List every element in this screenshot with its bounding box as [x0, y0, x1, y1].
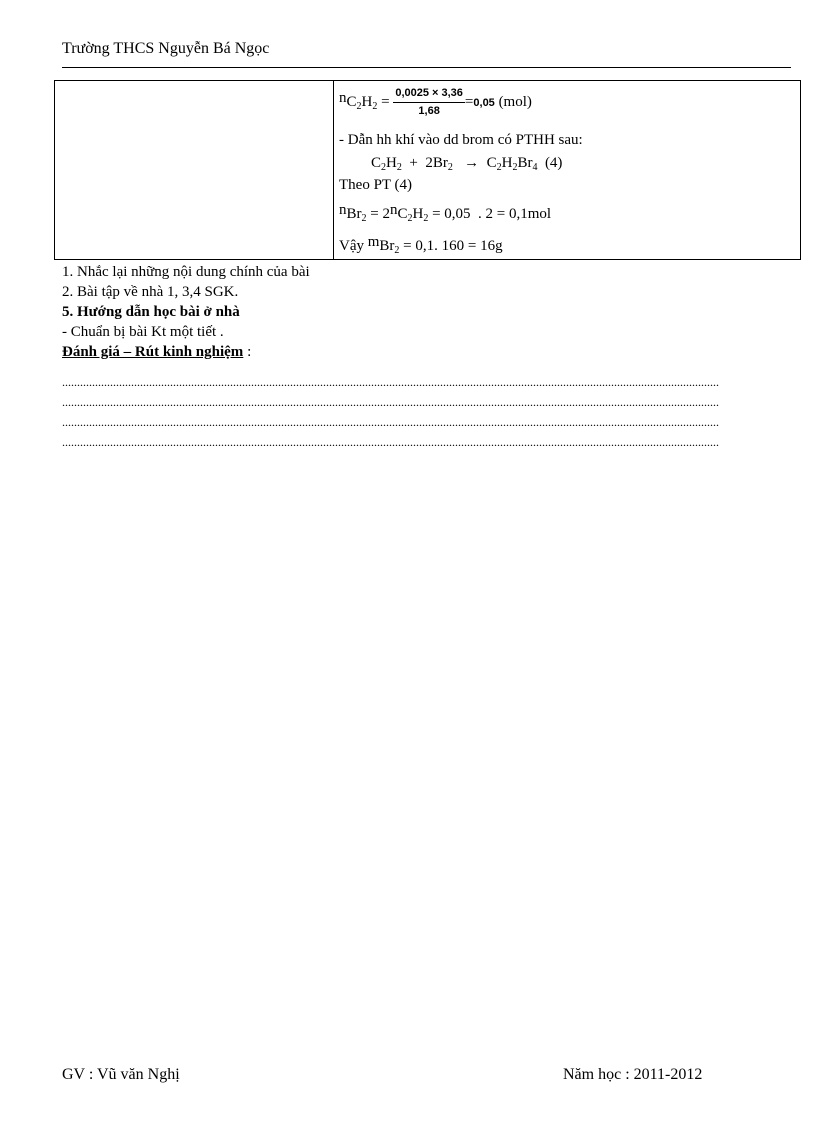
- footer-school-year: Năm học : 2011-2012: [563, 1066, 703, 1083]
- dotted-line: ...........................................................................................................................................................................................................................: [62, 375, 719, 389]
- header-rule: [62, 67, 791, 68]
- evaluation-dotted-lines: [62, 372, 791, 452]
- bromine-intro-line: - Dẫn hh khí vào dd brom có PTHH sau:: [339, 132, 583, 148]
- footer-teacher: GV : Vũ văn Nghị: [62, 1066, 180, 1083]
- school-header: Trường THCS Nguyễn Bá Ngọc: [62, 40, 270, 57]
- theo-pt-line: Theo PT (4): [339, 177, 413, 193]
- mole-c2h2-line: $nC_2H_2$ = $\frac{0,0025 \times 3,36}{1,68}$ =0,05 (mol): [339, 87, 532, 118]
- table-divider: [333, 81, 334, 259]
- prepare-test-item: - Chuẩn bị bài Kt một tiết .: [62, 324, 224, 340]
- dotted-line: ...........................................................................................................................................................................................................................: [62, 435, 719, 449]
- evaluation-heading: Đánh giá – Rút kinh nghiệm :: [62, 344, 252, 360]
- home-study-heading: 5. Hướng dẫn học bài ở nhà: [62, 304, 240, 320]
- mole-br2-line: $nBr_2 = 2nC_2H_2 = 0,05$ . 2 = 0,1mol: [339, 202, 552, 224]
- review-item: 1. Nhắc lại những nội dung chính của bài: [62, 264, 310, 280]
- lesson-notes: [62, 262, 310, 362]
- reaction-equation: $C_2H_2 + 2Br_2 \to C_2H_2Br_4$ (4): [371, 155, 563, 173]
- fraction: $\frac{0,0025 \times 3,36}{1,68}$: [395, 87, 463, 118]
- mass-br2-line: Vậy mBr$_2$ = 0,1. 160 = 16g: [339, 234, 503, 256]
- dotted-line: ...........................................................................................................................................................................................................................: [62, 415, 719, 429]
- solution-table: [54, 80, 801, 260]
- homework-item: 2. Bài tập về nhà 1, 3,4 SGK.: [62, 284, 239, 300]
- dotted-line: ...........................................................................................................................................................................................................................: [62, 395, 719, 409]
